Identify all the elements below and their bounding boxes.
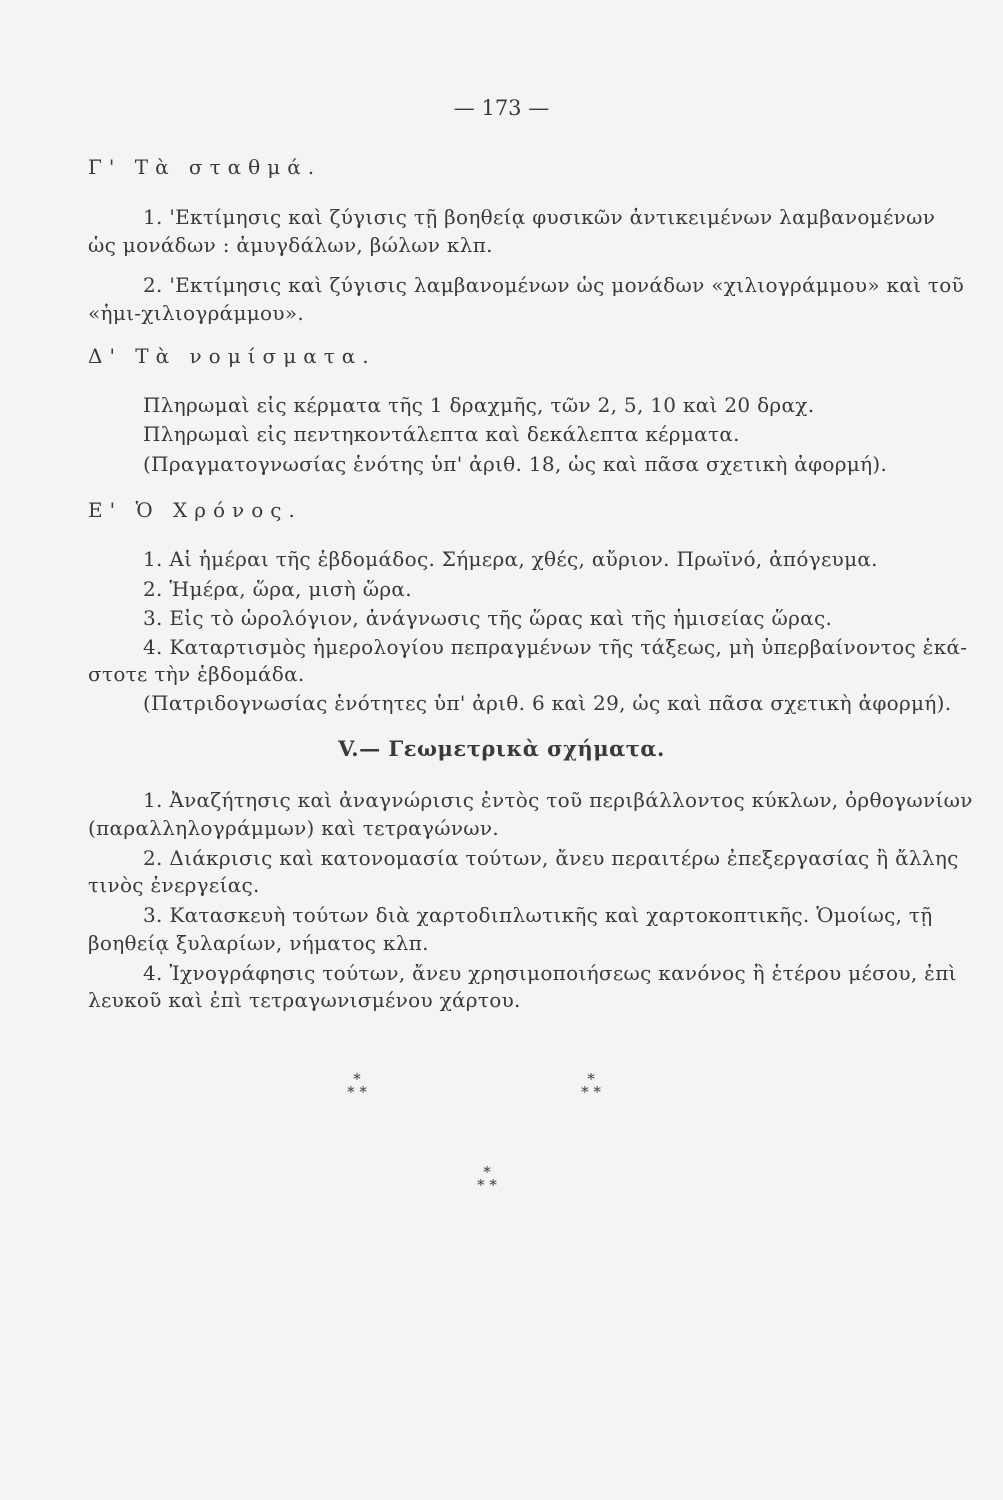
asterism-top: * [587, 1070, 595, 1088]
geometry-line-6: βοηθείᾳ ξυλαρίων, νήματος κλπ. [88, 931, 429, 955]
time-line-2: 2. Ἡμέρα, ὥρα, μισὴ ὥρα. [143, 577, 412, 601]
weights-item-2-line-2: «ἡμι-χιλιογράμμου». [88, 301, 305, 325]
time-line-1: 1. Αἱ ἡμέραι τῆς ἑβδομάδος. Σήμερα, χθές, αὔριον. Πρωϊνό, ἀπόγευμα. [143, 547, 878, 571]
section-title-geometry: V.— Γεωμετρικὰ σχήματα. [338, 736, 665, 761]
time-line-6: (Πατριδογνωσίας ἑνότητες ὑπ' ἀριθ. 6 καὶ 29, ὡς καὶ πᾶσα σχετικὴ ἀφορμή). [143, 691, 952, 715]
page-number: — 173 — [453, 96, 550, 120]
coins-line-3: (Πραγματογνωσίας ἑνότης ὑπ' ἀριθ. 18, ὡς καὶ πᾶσα σχετικὴ ἀφορμή). [143, 452, 888, 476]
time-line-5: στοτε τὴν ἑβδομάδα. [88, 662, 305, 686]
heading-coins: Δ' Τὰ νομίσματα. [88, 344, 376, 368]
coins-line-1: Πληρωμαὶ εἰς κέρματα τῆς 1 δραχμῆς, τῶν 2, 5, 10 καὶ 20 δραχ. [143, 393, 815, 417]
asterism-right [566, 1070, 616, 1101]
heading-time: Ε' Ὁ Χρόνος. [88, 498, 302, 522]
weights-item-1-line-2: ὡς μονάδων : ἀμυγδάλων, βώλων κλπ. [88, 233, 493, 257]
heading-weights: Γ' Τὰ σταθμά. [88, 155, 322, 179]
geometry-line-4: τινὸς ἐνεργείας. [88, 873, 260, 897]
geometry-line-5: 3. Κατασκευὴ τούτων διὰ χαρτοδιπλωτικῆς καὶ χαρτοκοπτικῆς. Ὁμοίως, τῇ [143, 903, 933, 927]
asterism-top: * [483, 1163, 491, 1181]
asterism-top: * [353, 1070, 361, 1088]
geometry-line-2: (παραλληλογράμμων) καὶ τετραγώνων. [88, 816, 500, 840]
coins-line-2: Πληρωμαὶ εἰς πεντηκοντάλεπτα καὶ δεκάλεπτα κέρματα. [143, 422, 740, 446]
time-line-4: 4. Καταρτισμὸς ἡμερολογίου πεπραγμένων τῆς τάξεως, μὴ ὑπερβαίνοντος ἑκά- [143, 635, 968, 659]
asterism-bottom: * * [347, 1083, 367, 1101]
geometry-line-7: 4. Ἰχνογράφησις τούτων, ἄνευ χρησιμοποιήσεως κανόνος ἢ ἑτέρου μέσου, ἐπὶ [143, 961, 957, 985]
weights-item-1-line-1: 1. 'Εκτίμησις καὶ ζύγισις τῇ βοηθείᾳ φυσικῶν ἀντικειμένων λαμβανομένων [143, 205, 936, 229]
weights-item-2-line-1: 2. 'Εκτίμησις καὶ ζύγισις λαμβανομένων ὡς μονάδων «χιλιογράμμου» καὶ τοῦ [143, 273, 965, 297]
asterism-left [332, 1070, 382, 1101]
asterism-bottom: * * [581, 1083, 601, 1101]
geometry-line-1: 1. Ἀναζήτησις καὶ ἀναγνώρισις ἐντὸς τοῦ περιβάλλοντος κύκλων, ὀρθογωνίων [143, 788, 973, 812]
asterism-bottom: * * [477, 1176, 497, 1194]
geometry-line-8: λευκοῦ καὶ ἐπὶ τετραγωνισμένου χάρτου. [88, 988, 521, 1012]
asterism-center [462, 1163, 512, 1194]
time-line-3: 3. Εἰς τὸ ὡρολόγιον, ἀνάγνωσις τῆς ὥρας καὶ τῆς ἡμισείας ὥρας. [143, 606, 833, 630]
geometry-line-3: 2. Διάκρισις καὶ κατονομασία τούτων, ἄνευ περαιτέρω ἐπεξεργασίας ἢ ἄλλης [143, 846, 959, 870]
